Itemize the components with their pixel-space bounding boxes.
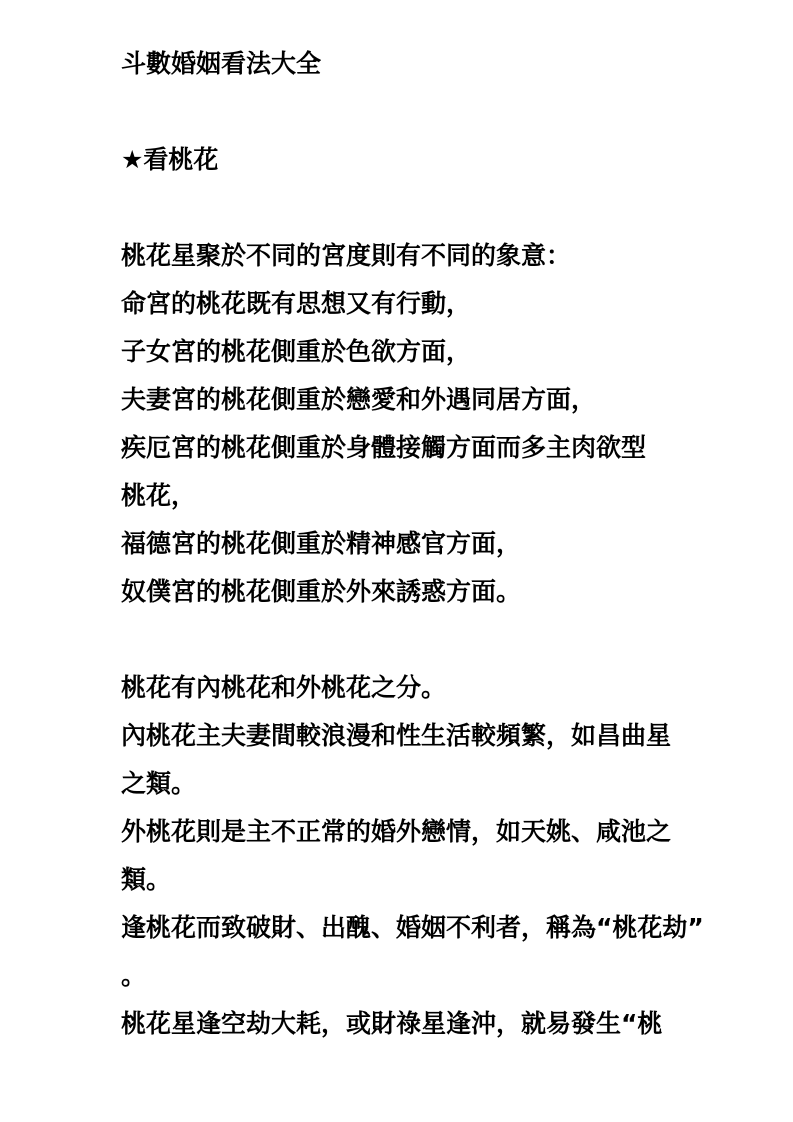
text-line: 桃花有內桃花和外桃花之分。 (121, 673, 447, 702)
text-line: 桃花星聚於不同的宮度則有不同的象意： (121, 241, 572, 270)
text-line: 類。 (121, 865, 172, 894)
document-body (121, 40, 761, 1048)
section-heading: ★看桃花 (121, 145, 219, 174)
text-line: 逢桃花而致破財、出醜、婚姻不利者，稱為“桃花劫” (121, 913, 704, 942)
blank-line (121, 616, 761, 664)
text-line: 之類。 (121, 769, 197, 798)
text-line: 外桃花則是主不正常的婚外戀情，如天姚、咸池之 (121, 817, 672, 846)
text-line: 命宮的桃花既有思想又有行動， (121, 289, 472, 318)
text-line: 疾厄宮的桃花側重於身體接觸方面而多主肉欲型 (121, 433, 647, 462)
text-line: 子女宮的桃花側重於色欲方面， (121, 337, 472, 366)
text-line: 桃花星逢空劫大耗，或財祿星逢沖，就易發生“桃 (121, 1009, 663, 1038)
text-line: 夫妻宮的桃花側重於戀愛和外遇同居方面， (121, 385, 597, 414)
blank-line (121, 184, 761, 232)
text-line: 奴僕宮的桃花側重於外來誘惑方面。 (121, 577, 522, 606)
text-line: 福德宮的桃花側重於精神感官方面， (121, 529, 522, 558)
blank-line (121, 88, 761, 136)
document-title: 斗數婚姻看法大全 (121, 49, 322, 78)
text-line: 內桃花主夫妻間較浪漫和性生活較頻繁，如昌曲星 (121, 721, 672, 750)
text-line: 。 (121, 961, 147, 990)
text-line: 桃花， (121, 481, 197, 510)
